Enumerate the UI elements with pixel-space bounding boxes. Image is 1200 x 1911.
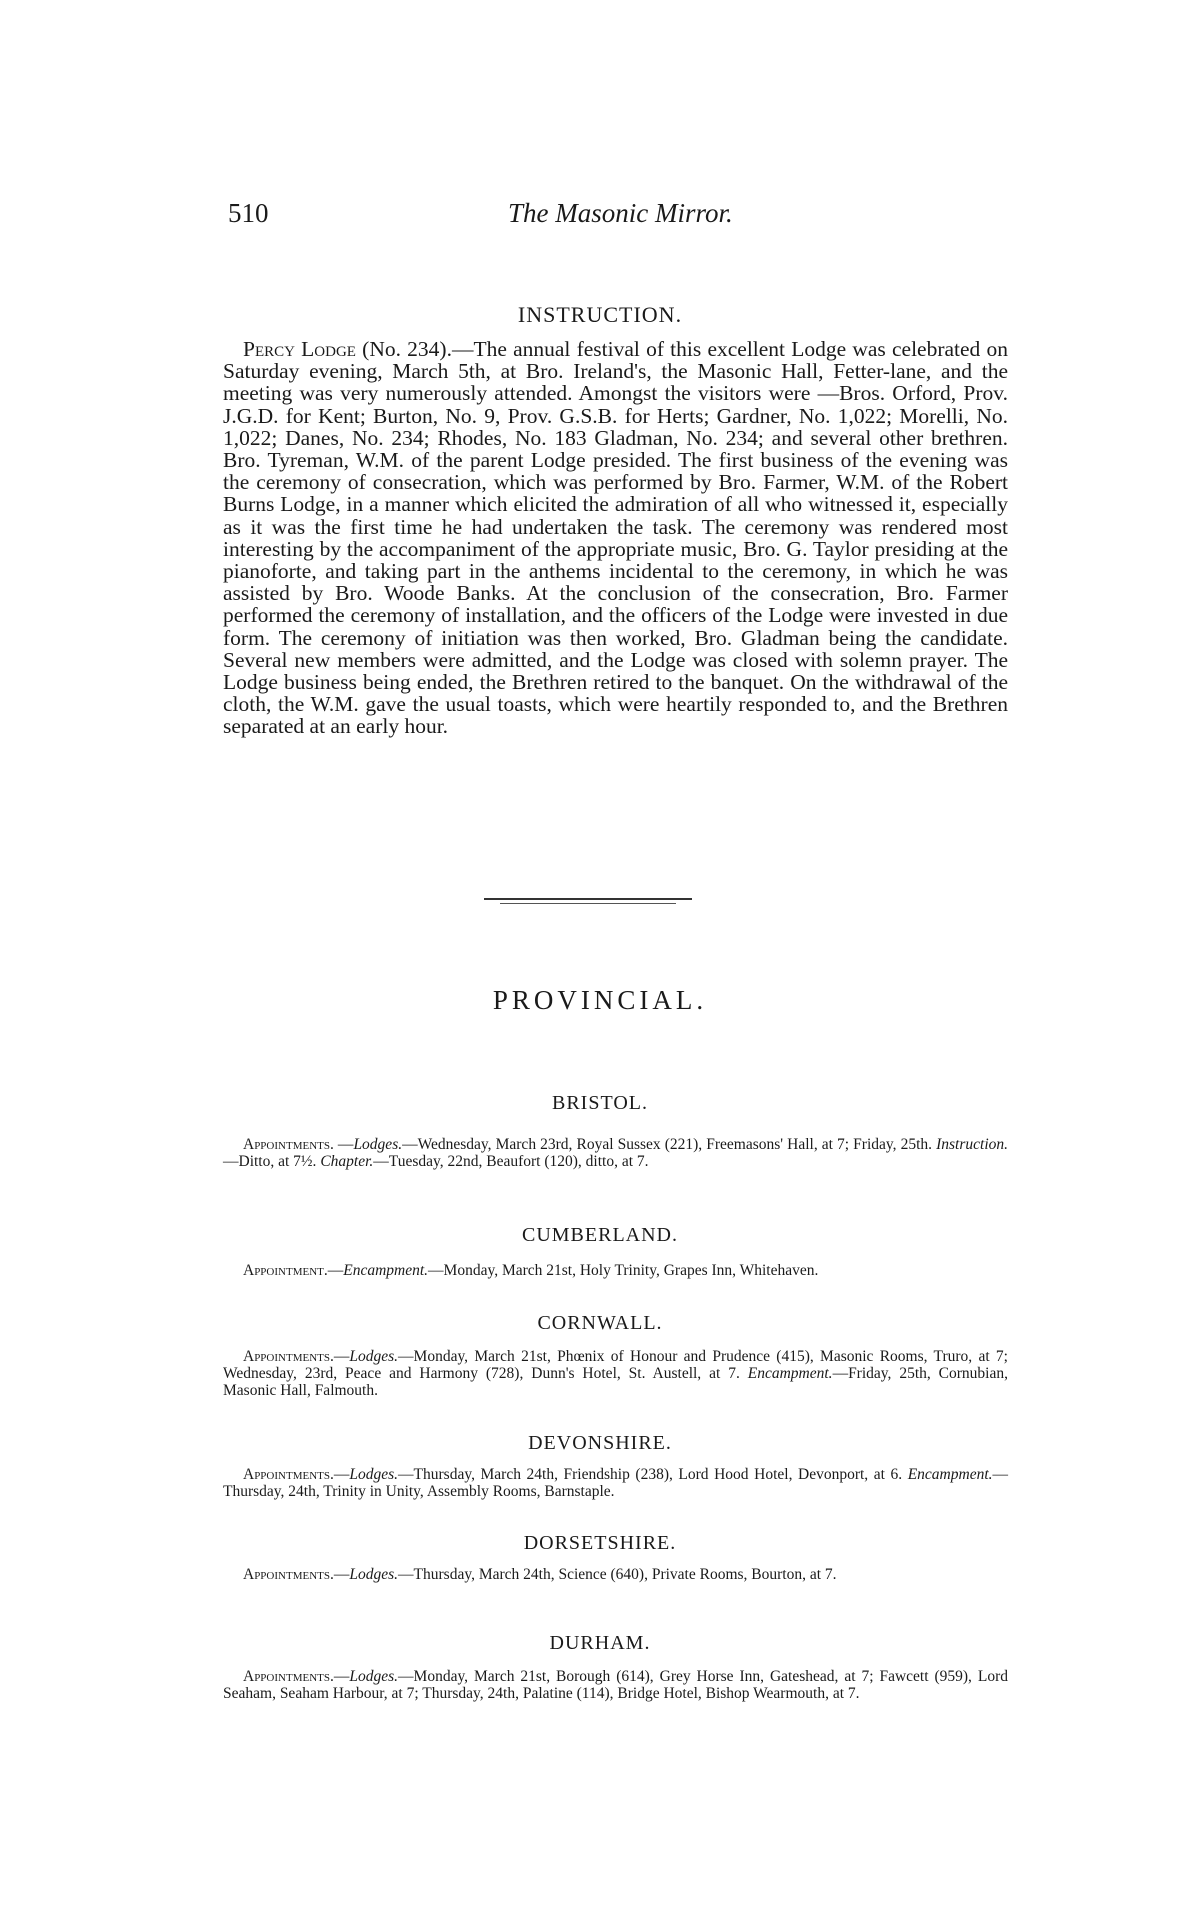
province-appointments <box>223 1262 1008 1279</box>
province-appointments <box>223 1466 1008 1500</box>
appointments-label: Appointments. <box>243 1668 334 1685</box>
appointment-category: Lodges. <box>349 1348 399 1365</box>
appointment-category: Lodges. <box>349 1566 399 1583</box>
province-appointments <box>223 1136 1008 1170</box>
appointment-text: —Ditto, at 7½. <box>223 1153 321 1170</box>
appointments-label: Appointment. <box>243 1262 328 1279</box>
page-number: 510 <box>228 198 269 228</box>
appointments-label: Appointments. <box>243 1136 334 1153</box>
appointment-text: — <box>333 1668 350 1685</box>
province-heading: DURHAM. <box>549 1632 651 1654</box>
instruction-body: (No. 234).—The annual festival of this excellent Lodge was celebrated on Saturday evening, March 5th, at Bro. Ireland's, the Masonic Hall, Fetter-lane, and the meeting was very numerously attended. Amongst the visitors were —Bros. Orford, Prov. J.G.D. for Kent; Burton, No. 9, Prov. G.S.B. for Herts; Gardner, No. 1,022; Morelli, No. 1,022; Danes, No. 234; Rhodes, No. 183 Gladman, No. 234; and several other brethren. Bro. Tyreman, W.M. of the parent Lodge presided. The first business of the evening was the ceremony of consecration, which was performed by Bro. Farmer, W.M. of the Robert Burns Lodge, in a manner which elicited the admiration of all who witnessed it, especially as it was the first time he had undertaken the task. The ceremony was rendered most interesting by the accompaniment of the appropriate music, Bro. G. Taylor presiding at the pianoforte, and taking part in the anthems incidental to the ceremony, in which he was assisted by Bro. Woode Banks. At the conclusion of the consecration, Bro. Farmer performed the ceremony of installation, and the officers of the Lodge were invested in due form. The ceremony of initiation was then worked, Bro. Gladman being the candidate. Several new members were admitted, and the Lodge was closed with solemn prayer. The Lodge business being ended, the Brethren retired to the banquet. On the withdrawal of the cloth, the W.M. gave the usual toasts, which were heartily responded to, and the Brethren separated at an early hour. <box>223 337 1009 739</box>
appointment-text: —Monday, March 21st, Holy Trinity, Grapes Inn, Whitehaven. <box>428 1262 819 1279</box>
appointment-text: — <box>333 1566 350 1583</box>
provincial-heading: PROVINCIAL. <box>492 985 708 1015</box>
appointment-text: —Thursday, March 24th, Friendship (238), Lord Hood Hotel, Devonport, at 6. <box>398 1466 908 1483</box>
appointment-text: —Friday, 25th, Cornubian, Masonic Hall, Falmouth. <box>223 1365 1008 1399</box>
appointment-text: — <box>333 1348 350 1365</box>
appointments-label: Appointments. <box>243 1466 334 1483</box>
appointment-category: Encampment. <box>343 1262 429 1279</box>
province-appointments <box>223 1566 1008 1583</box>
appointment-text: —Thursday, March 24th, Science (640), Private Rooms, Bourton, at 7. <box>398 1566 837 1583</box>
appointment-text: — <box>333 1136 354 1153</box>
appointment-text: — <box>327 1262 344 1279</box>
province-heading: BRISTOL. <box>552 1092 648 1114</box>
appointments-label: Appointments. <box>243 1566 334 1583</box>
instruction-paragraph <box>223 338 1008 738</box>
province-appointments <box>223 1668 1008 1702</box>
section-divider <box>484 898 692 900</box>
running-header <box>228 198 998 238</box>
appointment-text: —Monday, March 21st, Borough (614), Grey Horse Inn, Gateshead, at 7; Fawcett (959), Lord Seaham, Seaham Harbour, at 7; Thursday, 24th, Palatine (114), Bridge Hotel, Bishop Wearmouth, at 7. <box>223 1668 1008 1702</box>
appointment-text: —Tuesday, 22nd, Beaufort (120), ditto, at 7. <box>373 1153 649 1170</box>
appointment-text: —Thursday, 24th, Trinity in Unity, Assembly Rooms, Barnstaple. <box>223 1466 1008 1500</box>
lodge-name: Percy Lodge <box>243 337 356 361</box>
section-divider-secondary <box>500 903 676 904</box>
province-heading: DORSETSHIRE. <box>523 1532 677 1554</box>
appointment-category: Encampment. <box>747 1365 833 1382</box>
appointment-category: Instruction. <box>936 1136 1009 1153</box>
appointment-text: — <box>333 1466 350 1483</box>
appointment-text: —Monday, March 21st, Phœnix of Honour and Prudence (415), Masonic Rooms, Truro, at 7; Wednesday, 23rd, Peace and Harmony (728), Dunn's Hotel, St. Austell, at 7. <box>223 1348 1008 1382</box>
appointment-category: Lodges. <box>349 1668 399 1685</box>
appointment-category: Encampment. <box>907 1466 993 1483</box>
appointment-text: —Wednesday, March 23rd, Royal Sussex (221), Freemasons' Hall, at 7; Friday, 25th. <box>402 1136 937 1153</box>
province-heading: CORNWALL. <box>537 1312 663 1334</box>
province-heading: DEVONSHIRE. <box>528 1432 672 1454</box>
appointment-category: Lodges. <box>349 1466 399 1483</box>
appointment-category: Lodges. <box>353 1136 403 1153</box>
running-title: The Masonic Mirror. <box>508 198 733 228</box>
province-appointments <box>223 1348 1008 1399</box>
instruction-heading: INSTRUCTION. <box>517 302 683 327</box>
appointment-category: Chapter. <box>320 1153 374 1170</box>
province-heading: CUMBERLAND. <box>521 1224 678 1246</box>
appointments-label: Appointments. <box>243 1348 334 1365</box>
